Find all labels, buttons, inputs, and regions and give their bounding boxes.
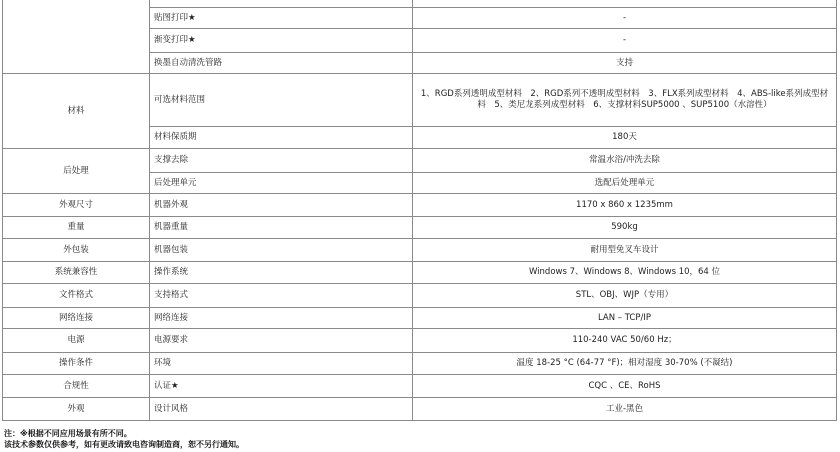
footnotes xyxy=(4,428,244,450)
category-cell: 外包装 xyxy=(3,239,150,262)
table-row xyxy=(3,0,837,8)
table-row xyxy=(3,375,837,398)
category-cell: 文件格式 xyxy=(3,284,150,308)
value-cell: 耐用型免叉车设计 xyxy=(413,239,837,262)
value-cell: 支持 xyxy=(413,53,837,74)
item-cell xyxy=(150,0,413,8)
item-cell: 支撑去除 xyxy=(150,149,413,173)
item-cell: 电源要求 xyxy=(150,329,413,353)
item-cell: 换墨自动清洗管路 xyxy=(150,53,413,74)
value-cell: 常温水浴/冲洗去除 xyxy=(413,149,837,173)
category-cell: 操作条件 xyxy=(3,353,150,375)
value-cell xyxy=(413,0,837,8)
table-row xyxy=(3,284,837,308)
table-row xyxy=(3,308,837,329)
item-cell: 机器重量 xyxy=(150,217,413,239)
footnote-line: 注：※根据不同应用场景有所不同。 xyxy=(4,429,132,438)
value-cell: 590kg xyxy=(413,217,837,239)
value-cell: 温度 18-25 °C (64-77 °F)；相对湿度 30-70% (不凝结) xyxy=(413,353,837,375)
item-cell: 设计风格 xyxy=(150,398,413,421)
value-cell: 工业-黑色 xyxy=(413,398,837,421)
value-cell: 1、RGD系列透明成型材料 2、RGD系列不透明成型材料 3、FLX系列成型材料 4、ABS-like系列成型材料 5、类尼龙系列成型材料 6、支撑材料SUP5000 、SUP5100（水溶性） xyxy=(413,74,837,127)
category-cell: 后处理 xyxy=(3,149,150,194)
table-row xyxy=(3,329,837,353)
category-cell: 电源 xyxy=(3,329,150,353)
value-cell: - xyxy=(413,8,837,29)
item-cell: 材料保质期 xyxy=(150,127,413,149)
table-row xyxy=(3,217,837,239)
table-row xyxy=(3,353,837,375)
item-cell: 环境 xyxy=(150,353,413,375)
value-cell: CQC 、CE、RoHS xyxy=(413,375,837,398)
value-cell: 选配后处理单元 xyxy=(413,173,837,194)
category-cell: 网络连接 xyxy=(3,308,150,329)
category-cell: 重量 xyxy=(3,217,150,239)
category-cell: 材料 xyxy=(3,74,150,149)
value-cell: LAN – TCP/IP xyxy=(413,308,837,329)
item-cell: 网络连接 xyxy=(150,308,413,329)
footnote-line: 该技术参数仅供参考，如有更改请致电咨询制造商，恕不另行通知。 xyxy=(4,440,244,449)
table-row xyxy=(3,262,837,284)
value-cell: 110-240 VAC 50/60 Hz； xyxy=(413,329,837,353)
item-cell: 支持格式 xyxy=(150,284,413,308)
category-cell: 外观 xyxy=(3,398,150,421)
item-cell: 机器包装 xyxy=(150,239,413,262)
table-row xyxy=(3,239,837,262)
value-cell: Windows 7、Windows 8、Windows 10，64 位 xyxy=(413,262,837,284)
item-cell: 贴图打印★ xyxy=(150,8,413,29)
item-cell: 机器外观 xyxy=(150,194,413,217)
value-cell: STL、OBJ、WJP（专用） xyxy=(413,284,837,308)
table-row xyxy=(3,194,837,217)
table-row xyxy=(3,74,837,127)
value-cell: 1170 x 860 x 1235mm xyxy=(413,194,837,217)
item-cell: 操作系统 xyxy=(150,262,413,284)
category-cell: 外观尺寸 xyxy=(3,194,150,217)
item-cell: 后处理单元 xyxy=(150,173,413,194)
table-row xyxy=(3,149,837,173)
table-row xyxy=(3,398,837,421)
category-cell: 合规性 xyxy=(3,375,150,398)
value-cell: - xyxy=(413,29,837,53)
item-cell: 可选材料范围 xyxy=(150,74,413,127)
category-cell: 系统兼容性 xyxy=(3,262,150,284)
category-cell xyxy=(3,0,150,74)
spec-table xyxy=(2,0,837,421)
item-cell: 渐变打印★ xyxy=(150,29,413,53)
item-cell: 认证★ xyxy=(150,375,413,398)
value-cell: 180天 xyxy=(413,127,837,149)
